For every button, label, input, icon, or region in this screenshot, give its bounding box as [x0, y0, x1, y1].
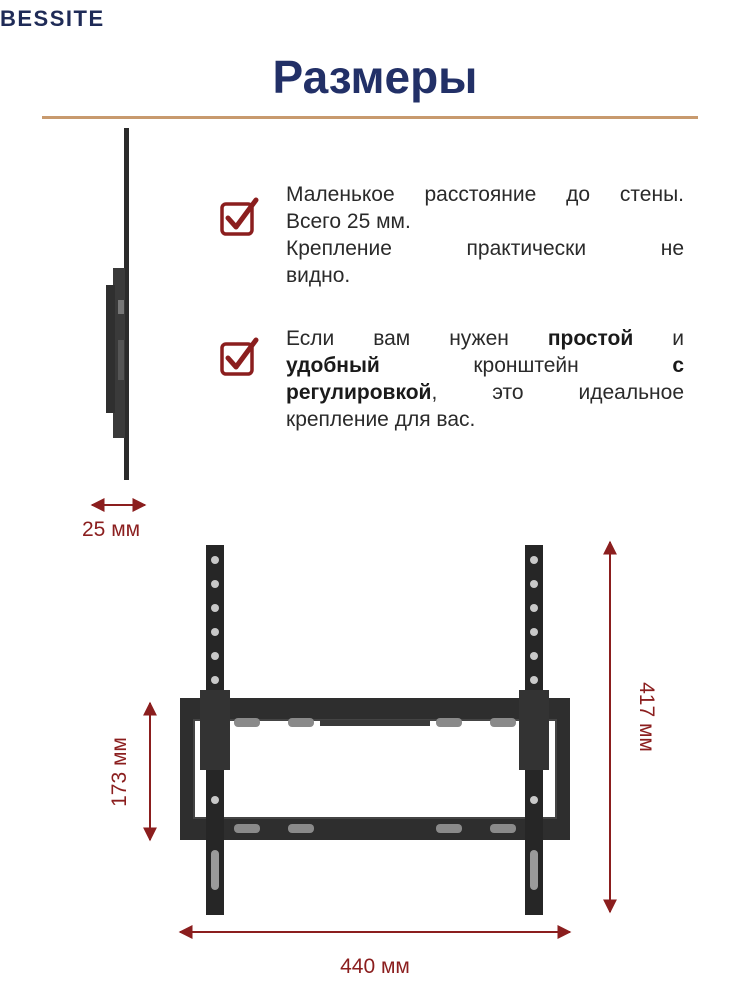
feature-1-line-4: видно. [286, 264, 351, 287]
bold-run: регулировкой [286, 381, 432, 404]
text-run: , это идеальное [431, 381, 684, 404]
brand-logo: BESSITE [0, 6, 105, 31]
rail-height-label: 173 мм [108, 737, 131, 807]
total-height-label: 417 мм [635, 682, 658, 752]
feature-1-line-1: Маленькое расстояние до стены. [286, 183, 684, 206]
text-run: и [633, 327, 684, 350]
bold-run: простой [547, 327, 634, 350]
side-profile-view [106, 128, 129, 480]
page-title: Размеры [272, 51, 478, 103]
text-run: Если вам нужен [286, 327, 548, 350]
bold-run: с [672, 354, 684, 377]
mount-front-view [180, 545, 570, 915]
feature-1-line-3: Крепление практически не [286, 237, 684, 260]
width-label: 440 мм [340, 955, 410, 978]
feature-2-line-4: крепление для вас. [286, 408, 476, 431]
feature-1-line-2: Всего 25 мм. [286, 210, 411, 233]
text-run: кронштейн [379, 354, 673, 377]
depth-label: 25 мм [82, 518, 141, 541]
bold-run: удобный [286, 354, 380, 377]
